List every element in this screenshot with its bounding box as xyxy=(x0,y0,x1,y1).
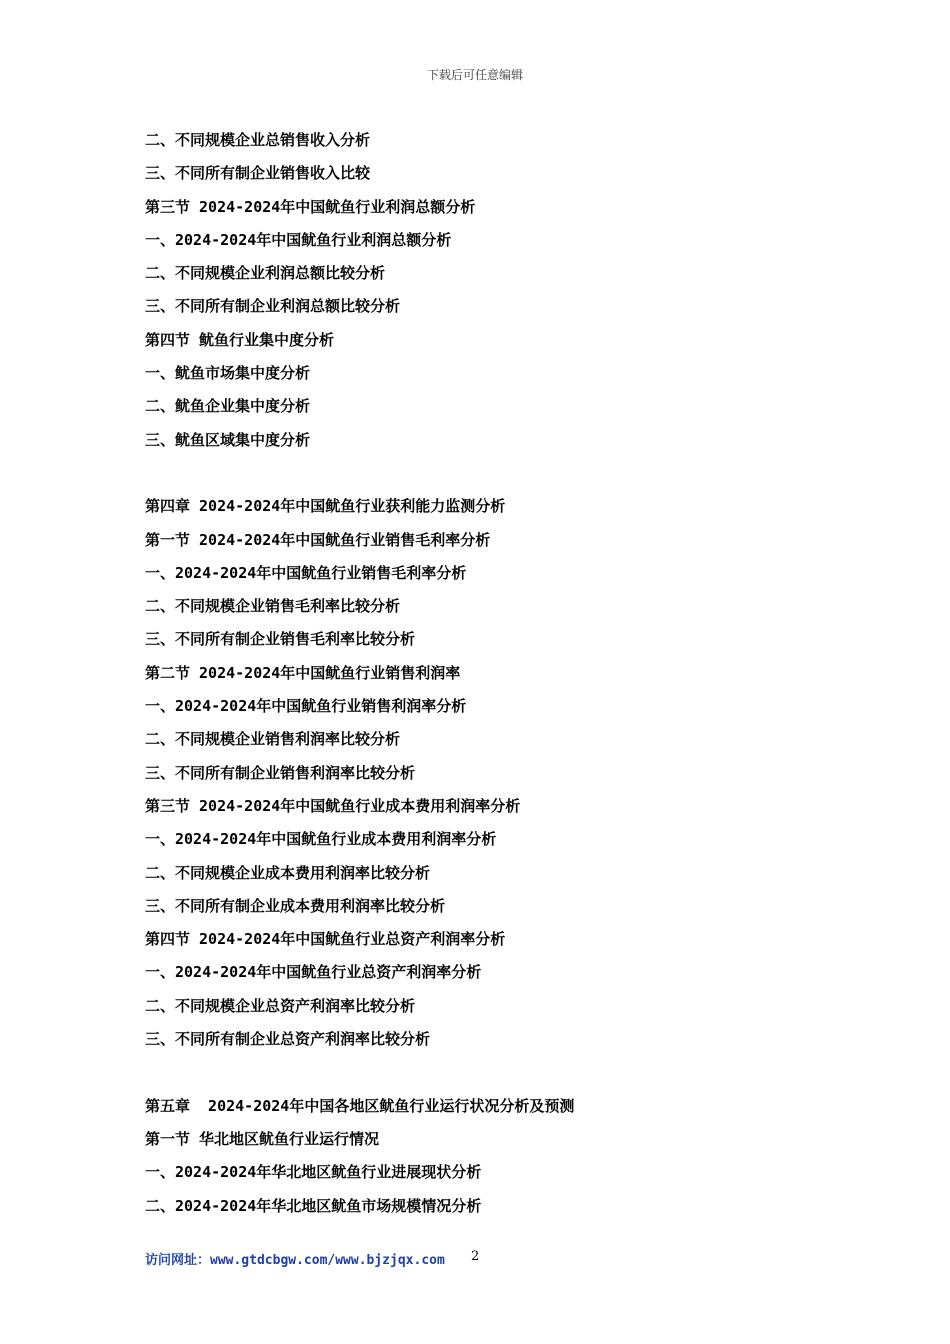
page-number: 2 xyxy=(471,1249,480,1264)
page-header-note: 下载后可任意编辑 xyxy=(426,68,523,82)
toc-line: 一、2024-2024年中国鱿鱼行业利润总额分析 xyxy=(145,230,452,249)
toc-line: 一、2024-2024年中国鱿鱼行业销售毛利率分析 xyxy=(145,563,467,582)
toc-line: 一、2024-2024年中国鱿鱼行业成本费用利润率分析 xyxy=(145,830,497,849)
toc-line: 三、鱿鱼区域集中度分析 xyxy=(145,430,311,449)
toc-line: 三、不同所有制企业总资产利润率比较分析 xyxy=(145,1030,431,1049)
toc-line: 第四节 鱿鱼行业集中度分析 xyxy=(145,330,335,349)
toc-line: 二、鱿鱼企业集中度分析 xyxy=(145,397,311,416)
toc-line: 二、不同规模企业成本费用利润率比较分析 xyxy=(145,863,431,882)
toc-line: 第二节 2024-2024年中国鱿鱼行业销售利润率 xyxy=(145,663,461,682)
toc-line: 二、不同规模企业总销售收入分析 xyxy=(145,131,371,149)
toc-line: 一、鱿鱼市场集中度分析 xyxy=(145,364,311,383)
toc-line: 第一节 2024-2024年中国鱿鱼行业销售毛利率分析 xyxy=(145,530,491,549)
toc-line: 第三节 2024-2024年中国鱿鱼行业利润总额分析 xyxy=(145,197,476,216)
toc-line: 三、不同所有制企业销售利润率比较分析 xyxy=(145,763,416,782)
toc-line: 一、2024-2024年中国鱿鱼行业销售利润率分析 xyxy=(145,697,467,716)
toc-line: 第四节 2024-2024年中国鱿鱼行业总资产利润率分析 xyxy=(145,930,506,949)
toc-line: 二、不同规模企业销售利润率比较分析 xyxy=(145,730,401,749)
toc-line: 三、不同所有制企业成本费用利润率比较分析 xyxy=(145,896,446,915)
toc-line: 二、不同规模企业销售毛利率比较分析 xyxy=(145,597,401,616)
toc-line: 一、2024-2024年华北地区鱿鱼行业进展现状分析 xyxy=(145,1163,482,1182)
toc-line: 第一节 华北地区鱿鱼行业运行情况 xyxy=(145,1129,380,1148)
toc-line: 二、2024-2024年华北地区鱿鱼市场规模情况分析 xyxy=(145,1196,482,1215)
toc-line: 第四章 2024-2024年中国鱿鱼行业获利能力监测分析 xyxy=(145,497,506,516)
toc-line: 三、不同所有制企业销售毛利率比较分析 xyxy=(145,630,416,649)
table-of-contents xyxy=(145,124,845,1223)
footer-site-link[interactable]: 访问网址：www.gtdcbgw.com/www.bjzjqx.com xyxy=(145,1253,445,1268)
toc-line: 三、不同所有制企业利润总额比较分析 xyxy=(145,297,401,316)
toc-spacer xyxy=(145,1056,845,1089)
toc-line: 第三节 2024-2024年中国鱿鱼行业成本费用利润率分析 xyxy=(145,796,521,815)
toc-line: 第五章 2024-2024年中国各地区鱿鱼行业运行状况分析及预测 xyxy=(145,1096,575,1115)
toc-line: 二、不同规模企业总资产利润率比较分析 xyxy=(145,996,416,1015)
toc-spacer xyxy=(145,457,845,490)
toc-line: 三、不同所有制企业销售收入比较 xyxy=(145,164,371,183)
toc-line: 二、不同规模企业利润总额比较分析 xyxy=(145,264,386,283)
toc-line: 一、2024-2024年中国鱿鱼行业总资产利润率分析 xyxy=(145,963,482,982)
